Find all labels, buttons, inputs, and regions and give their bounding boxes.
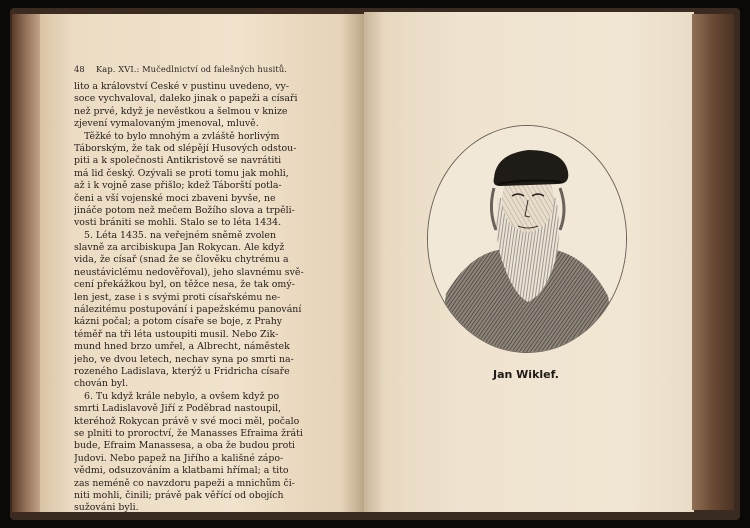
text-line: čeni a vší vojenské moci zbaveni byvše, ne — [74, 192, 276, 204]
running-head — [74, 64, 356, 74]
text-line: než prvé, když je nevěstkou a šelmou v knize — [74, 105, 288, 117]
text-line: má lid český. Ozývali se proti tomu jak mohli, — [74, 167, 289, 179]
body-text — [74, 81, 356, 515]
text-line: len jest, zase i s svými proti císařskému ne- — [74, 291, 281, 303]
text-line: Judovi. Nebo papež na Jiřího a kališné zápo- — [74, 452, 284, 464]
text-line: cení překážkou byl, on těžce nesa, že tak omý- — [74, 279, 295, 291]
text-line: mund hned brzo umřel, a Albrecht, náměstek — [74, 341, 290, 353]
portrait-caption: Jan Wiklef. — [493, 368, 559, 381]
portrait-illustration — [428, 126, 626, 352]
text-line: jeho, ve dvou letech, nechav syna po smrti na- — [74, 353, 294, 365]
text-line: chován byl. — [74, 378, 129, 390]
text-line: bude, Efraim Manassesa, a oba že budou proti — [74, 440, 295, 452]
text-line: 6. Tu když krále nebylo, a ovšem když po — [84, 390, 280, 402]
text-line: až i k vojně zase přišlo; kdež Táborští potla- — [74, 180, 282, 192]
text-line: nálezitému postupování i papežskému panování — [74, 304, 302, 316]
text-line: Táborským, že tak od slépějí Husových odstou- — [74, 142, 297, 154]
text-line: sužováni byli. — [74, 502, 139, 514]
text-line: neustáviclému nedověřoval), jeho slavnému svě- — [74, 266, 304, 278]
left-page-edges — [12, 14, 42, 512]
page-number: 48 — [74, 64, 85, 74]
text-line: kázni počal; a potom císaře se boje, z Prahy — [74, 316, 283, 328]
text-line: vosti brániti se mohli. Stalo se to léta 1434. — [74, 217, 282, 229]
text-line: piti a k společnosti Antikristově se navrátiti — [74, 155, 282, 167]
text-line: rozeného Ladislava, kterýž u Fridricha císaře — [74, 365, 290, 377]
text-line: zjevení vymalovaným jmenoval, mluvě. — [74, 118, 259, 130]
right-page-edges — [692, 14, 734, 510]
portrait-engraving — [427, 125, 627, 353]
text-line: téměř na tři léta ustoupiti musil. Nebo Zik- — [74, 328, 279, 340]
text-line: kteréhož Rokycan právě v své moci měl, počalo — [74, 415, 300, 427]
text-line: 5. Léta 1435. na veřejném sněmě zvolen — [84, 229, 276, 241]
text-line: Těžké to bylo mnohým a zvláště horlivým — [84, 130, 280, 142]
running-head-title: Kap. XVI.: Mučedlnictví od falešných husitů. — [96, 64, 288, 74]
text-line: lito a království České v pustinu uvedeno, vy- — [74, 81, 290, 92]
text-line: zas neméně co navzdoru papeži a mnichům či- — [74, 477, 295, 489]
text-line: vědmi, odsuzováním a klatbami hřímal; a tito — [74, 465, 289, 477]
text-line: jináče potom než mečem Božího slova a trpěli- — [74, 204, 295, 216]
text-line: soce vychvaloval, daleko jinak o papeži a císaři — [74, 93, 298, 105]
text-line: niti mohli, činili; právě pak věřící od obojích — [74, 489, 284, 501]
text-line: smrti Ladislavově Jiří z Poděbrad nastoupil, — [74, 403, 282, 415]
text-line: slavně za arcibiskupa Jan Rokycan. Ale když — [74, 242, 285, 254]
text-line: vida, že císař (snad že se člověku chytrému a — [74, 254, 289, 266]
text-line: se plniti to proroctví, že Manasses Efraima žráti — [74, 427, 303, 439]
